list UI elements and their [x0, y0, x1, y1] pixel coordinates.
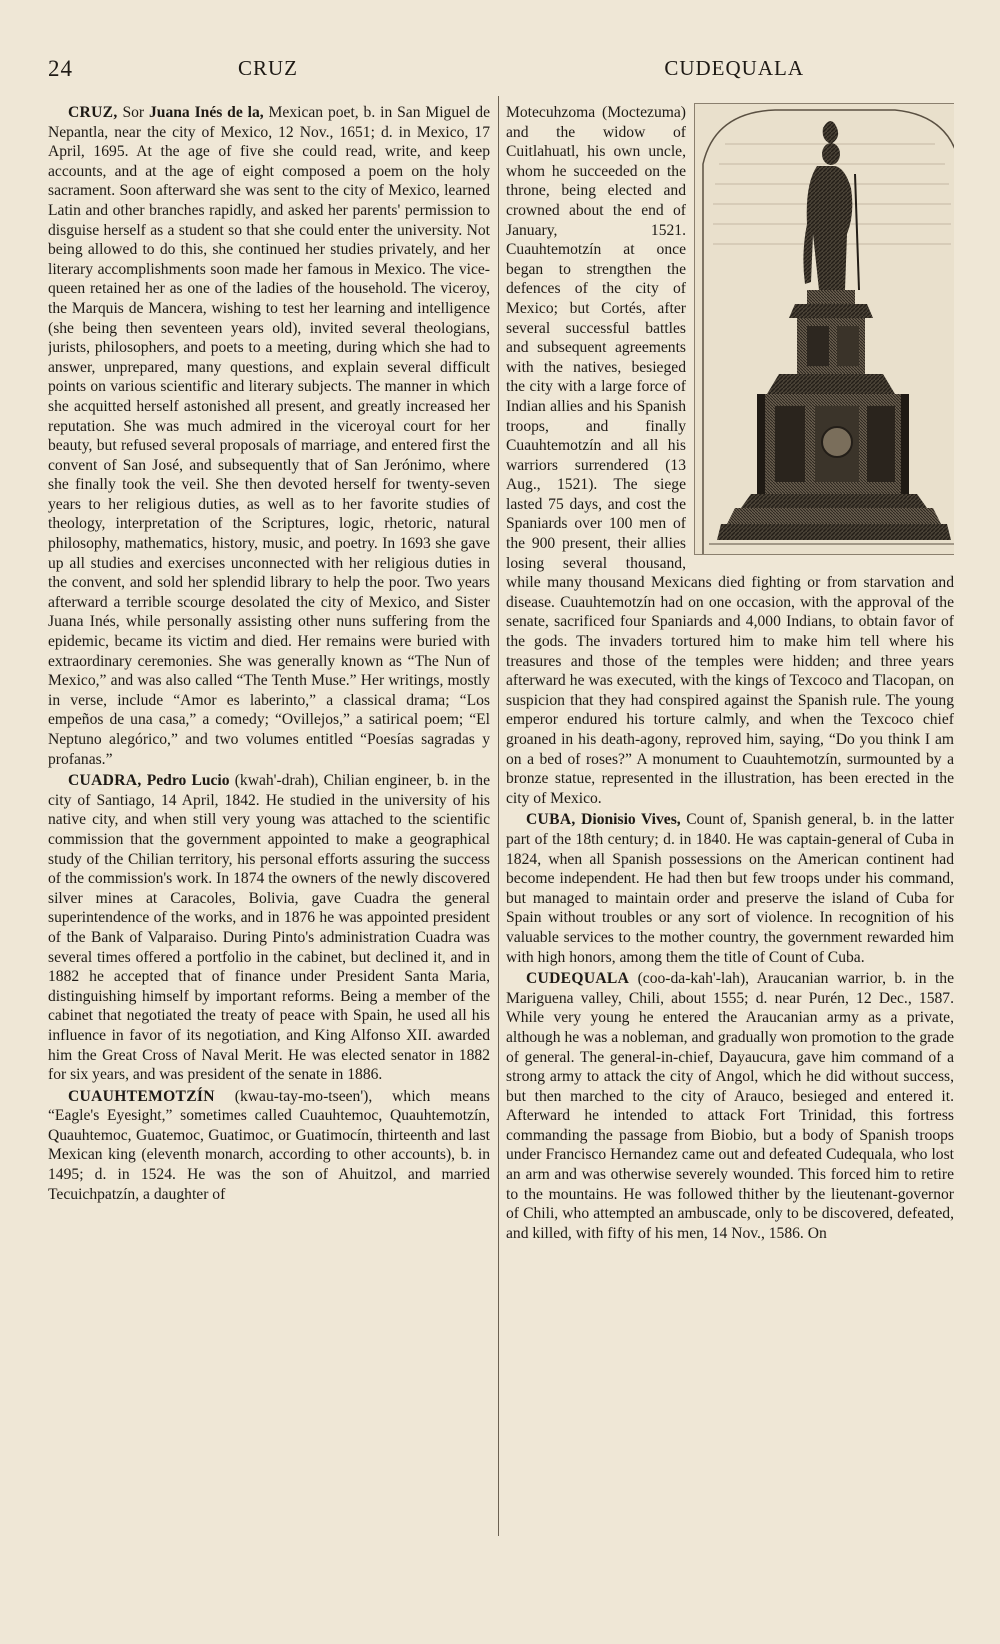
entry-cruz-text: Mexican poet, b. in San Miguel de Nepantla, near the city of Mexico, 12 Nov., 1651; d. in Mexico, 17 April, 1695. At the age of five she could read, write, and keep accounts, and at the age of eight composed a poem on the holy sacrament. Soon afterward she was sent to the city of Mexico, learned Latin and other branches rapidly, and asked her parents' permission to disguise herself as a student so that she could enter the university. Not being allowed to do this, she continued her studies privately, and her literary accomplishments soon made her famous in Mexico. The vice-queen retained her as one of the ladies of the household. The viceroy, the Marquis de Mancera, wishing to test her learning and intelligence (she being then seventeen years old), invited several theologians, jurists, philosophers, and poets to a meeting, during which she had to answer, unprepared, many questions, and explain several difficult points on various scientific and literary subjects. The manner in which she acquitted herself astonished all present, and greatly increased her reputation. She was much admired in the viceroyal court for her beauty, but refused several proposals of marriage, and entered first the convent of San José, and subsequently that of San Jerónimo, where she finally took the veil. She then devoted herself for twenty-seven years to her religious duties, as well as to her favorite studies of theology, interpretation of the Scriptures, logic, rhetoric, natural philosophy, mathematics, history, music, and poetry. In 1693 she gave up all studies and exercises unconnected with her religious duties in the convent, and sold her splendid library to help the poor. Two years afterward a terrible scourge desolated the city of Mexico, and Sister Juana Inés, while personally assisting other nuns suffering from the epidemic, became its victim and died. Her remains were buried with extraordinary ceremonies. She was generally known as “The Nun of Mexico,” and was also called “The Tenth Muse.” Her writings, mostly in verse, include “Amor es laberinto,” a classical drama; “Los empeños de una casa,” a comedy; “Ovillejos,” a satirical poem; “El Neptuno alegórico,” and two volumes entitled “Poesías sagradas y profanas.” — [48, 104, 490, 768]
entry-cuauhtemotzin-text-right: Motecuhzoma (Moctezuma) and the widow of Cuitlahuatl, his own uncle, whom he succeeded on the throne, being elected and crowned about the end of January, 1521. Cuauhtemotzín at once began to strengthen the defences of the city of Mexico; but Cortés, after several successful battles and subsequent agreements with the natives, besieged the city with a large force of Indian allies and his Spanish troops, and finally Cuauhtemotzín and all his warriors surrendered (13 Aug., 1521). The siege lasted 75 days, and cost the Spaniards over 100 men of the 900 present, their allies losing several thousand, while many thousand Mexicans died fighting or from starvation and disease. Cuauhtemotzín had on one occasion, with the approval of the senate, sacrificed four Spaniards and 4,000 Indians, to obtain favor of the gods. The invaders tortured him to make him tell where his treasures and those of the temples were hidden; and three years afterward he was executed, with the kings of Texcoco and Tlacopan, on suspicion that they had conspired against the Spanish rule. The young emperor endured his torture calmly, and when the Texcoco chief groaned in his death-agony, reproved him, saying, “Do you think I am on a bed of roses?” A monument to Cuauhtemotzín, surmounted by a bronze statue, represented in the illustration, has been erected in the city of Mexico. — [506, 104, 954, 807]
entry-cuadra-text: (kwah'-drah), Chilian engineer, b. in the city of Santiago, 14 April, 1842. He studied in the university of his native city, and when still very young was attached to the scientific commission that the government appointed to make a geographical study of the Chilian territory, his personal efforts assuring the success of the commission's work. In 1874 the owners of the newly discovered silver mines at Caracoles, Bolivia, gave Cuadra the general superintendence of the works, and in 1876 he was appointed president of the Bank of Valparaiso. During Pinto's administration Cuadra was several times offered a portfolio in the cabinet, but declined it, and in 1882 he accepted that of finance under President Santa Maria, distinguishing himself by important reforms. Being a member of the cabinet that negotiated the treaty of peace with Spain, he used all his influence in favor of its negotiation, and King Alfonso XII. awarded him the Great Cross of Naval Merit. He was elected senator in 1882 for six years, and was president of the senate in 1886. — [48, 772, 490, 1084]
entry-cuauhtemotzin — [48, 1087, 490, 1205]
entry-cuadra-name: Pedro Lucio — [141, 772, 230, 790]
headword-cudequala: CUDEQUALA — [526, 970, 630, 988]
running-head-right: CUDEQUALA — [664, 56, 804, 80]
entry-cruz-prename: Sor — [117, 104, 149, 121]
monument-illustration — [694, 103, 954, 555]
headword-cuadra: CUADRA, — [68, 772, 142, 790]
headword-cruz: CRUZ, — [68, 104, 118, 121]
entry-cuba — [506, 810, 954, 967]
left-column — [48, 103, 490, 1632]
entry-cruz-name: Juana Inés de la, — [148, 104, 264, 121]
entry-cuadra — [48, 771, 490, 1085]
entry-cuba-name: Dionisio Vives, — [575, 811, 681, 829]
headword-cuauhtemotzin: CUAUHTEMOTZÍN — [68, 1087, 215, 1105]
entry-cudequala-text: (coo-da-kah'-lah), Araucanian warrior, b. in the Mariguena valley, Chili, about 1555; d. near Purén, 12 Dec., 1587. While very young he entered the Araucanian army as a private, although he was a nobleman, and gradually won promotion to the grade of general. The general-in-chief, Dayaucura, gave him command of a strong army to attack the city of Angol, which he did without success, but then marched to the city of Arauco, besieged and entered it. Afterward he intended to attack Fort Trinidad, this fortress commanding the passage from Biobio, but a body of Spanish troops under Francisco Hernandez came out and defeated Cudequala, who lost an arm and was otherwise severely wounded. This forced him to retire to the mountains. He was followed thither by the lieutenant-governor of Chili, who attempted an ambuscade, only to be discovered, defeated, and killed, with fifty of his men, 14 Nov., 1586. On — [506, 970, 954, 1242]
running-head-left: CRUZ — [238, 56, 299, 80]
running-head — [48, 56, 952, 86]
column-divider — [498, 96, 499, 1536]
right-column — [506, 103, 954, 1632]
statue-monument-icon — [695, 104, 954, 554]
entry-cudequala — [506, 969, 954, 1243]
entry-cuauhtemotzin-text-left: (kwau-tay-mo-tseen'), which means “Eagle's Eyesight,” sometimes called Cuauhtemoc, Quauhtemotzín, Quauhtemoc, Guatemoc, Guatimoc, or Guatimocín, thirteenth and last Mexican king (eleventh monarch, according to other accounts), b. in 1495; d. in 1524. He was the son of Ahuitzol, and married Tecuichpatzín, a daughter of — [48, 1087, 490, 1203]
entry-cuba-text: Count of, Spanish general, b. in the latter part of the 18th century; d. in 1840. He was captain-general of Cuba in 1824, when all Spanish possessions on the American continent had become independent. He had then but few troops under his command, but managed to maintain order and preserve the island of Cuba for Spain without troubles or any sort of violence. In recognition of his valuable services to the mother country, the government rewarded him with high honors, among them the title of Count of Cuba. — [506, 811, 954, 966]
entry-cruz — [48, 103, 490, 769]
headword-cuba: CUBA, — [526, 811, 576, 829]
page-number: 24 — [48, 56, 73, 81]
